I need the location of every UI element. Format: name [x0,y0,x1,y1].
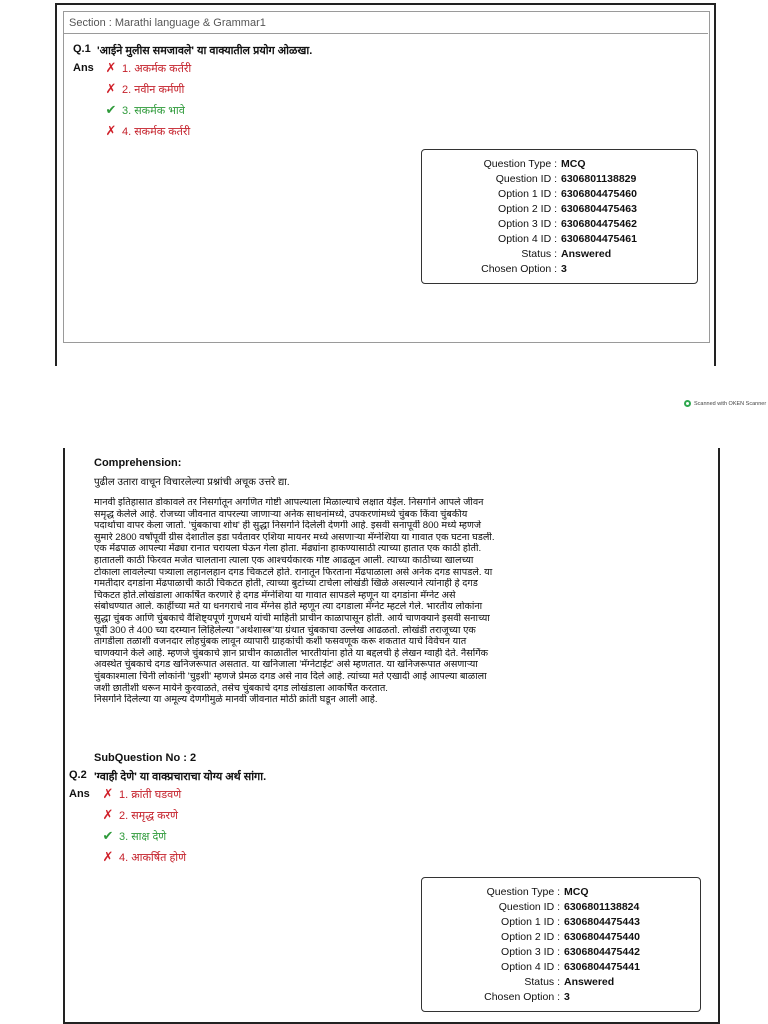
question-number: Q.2 [69,769,87,781]
option-1 [104,60,191,76]
answer-label: Ans [73,62,94,74]
check-icon: ✔ [102,828,114,843]
option-label: 4. सकर्मक कर्तरी [122,125,191,138]
page-border-right [714,3,716,366]
cross-icon: ✗ [105,60,117,75]
page-border-top [55,3,716,5]
passage-line: गमतीदार दगडांना मेंढपाळाची काठी चिकटत होती, त्याच्या बुटांच्या टाचेला लोखंडी खिळे असल्याने त्यांनाही हे दगड [94,578,478,590]
option-label: 1. क्रांती घडवणे [119,788,182,801]
comprehension-instruction: पुढील उतारा वाचून विचारलेल्या प्रश्नांची अचूक उत्तरे द्या. [94,477,290,488]
option-label: 2. समृद्ध करणे [119,809,178,822]
option-label: 1. अकर्मक कर्तरी [122,62,192,75]
check-icon: ✔ [105,102,117,117]
passage-line: मानवी इतिहासात डोकावले तर निसर्गातून अगणित गोष्टी आपल्याला मिळाल्याचे लक्षात येईल. निसर्गाने आपले जीवन [94,497,484,508]
option-3 [104,102,185,118]
passage-line: तागडीला तळाशी वजनदार लोहचुंबक लावून व्यापारी ग्राहकांची कशी फसवणूक करू शकतात याचे विवेचन यात [94,636,467,648]
passage-line: चिकटत होते.लोखंडाला आकर्षित करणारे हे दगड मॅग्नेशिया या गावात सापडले म्हणून या दगडांना मॅग्नेट असे [94,589,456,601]
passage-line: सुमारे 2800 वर्षांपूर्वी ग्रीस देशातील इडा पर्वतावर एशिया मायनर मध्ये असणाऱ्या मॅग्नेशिया या गावात एक घटना घडली. [94,531,495,543]
section-label: Section : Marathi language & Grammar1 [69,17,266,29]
question-text: 'ग्वाही देणे' या वाक्प्रचाराचा योग्य अर्थ सांगा. [94,771,267,783]
option-3 [101,828,166,844]
passage-line: समृद्ध केलेले आहे. रोजच्या जीवनात वापरल्या जाणाऱ्या अनेक साधनांमध्ये, उपकरणांमध्ये चुंबक किंवा चुंबकीय [94,508,468,520]
cross-icon: ✗ [105,81,117,96]
page-border-right [718,448,720,1024]
option-label: 3. साक्ष देणे [119,830,167,843]
option-2 [104,81,184,97]
passage-line: चाणक्याने केले आहे. म्हणजे चुंबकाचे ज्ञान प्राचीन काळातील भारतीयांना होते या बद्दलची हे लेखन ग्वाही देते. नैसर्गिक [94,647,488,659]
passage-line: अवस्थेत चुंबकाचे दगड खनिजरूपात असतात. या खनिजाला 'मॅग्नेटाईट' असे म्हणतात. या खनिजरूपात असणाऱ्या [94,659,478,671]
scanner-text: Scanned with OKEN Scanner [694,400,767,407]
question-info-box: Question Type : MCQ Question ID : 6306801138824 Option 1 ID : 6306804475443 Option 2 ID : 6306804475440 Option 3 ID : 6306804475442 Option 4 ID : 6306804475441 Status : Answered Chosen Option : 3 [421,877,701,1012]
passage-line: जशी छातीशी धरून मायेने कुरवाळते, तसेच चुंबकाचे दगड लोखंडाला आकर्षित करतात. [94,682,388,694]
answer-label: Ans [69,788,90,800]
passage-line: हातातली काठी फिरवत मजेत चालताना त्याला एक आश्चर्यकारक गोष्ट आढळून आली. त्याच्या काठीच्या खालच्या [94,554,474,566]
passage-line: पूर्वी 300 ते 400 च्या दरम्यान लिहिलेल्या "अर्थशास्त्र"या ग्रंथात चुंबकाचा उल्लेख आढळतो. लोखंडी तराजूच्या एक [94,624,476,636]
cross-icon: ✗ [105,123,117,138]
cross-icon: ✗ [102,849,114,864]
scanner-watermark [684,400,766,407]
subquestion-label: SubQuestion No : 2 [94,752,197,764]
passage-line: एक मेंढपाळ आपल्या मेंढ्या रानात चरायला घेऊन गेला होता. मेंढ्यांना हाकण्यासाठी त्याच्या हातात एक काठी होती. [94,543,482,555]
cross-icon: ✗ [102,807,114,822]
passage-line: सुद्धा चुंबक आणि चुंबकाचे वैशिष्ट्यपूर्ण गुणधर्म यांची माहिती प्राचीन काळापासून होती. आर्य चाणक्याने इसवी सनाच्या [94,612,490,624]
scanner-logo-icon [684,400,691,407]
option-label: 2. नवीन कर्मणी [122,83,185,96]
option-2 [101,807,178,823]
question-text: 'आईने मुलीस समजावले' या वाक्यातील प्रयोग ओळखा. [97,45,313,57]
option-label: 4. आकर्षित होणे [119,851,187,864]
option-4 [101,849,186,865]
question-number: Q.1 [73,43,91,55]
passage-line: निसर्गाने दिलेल्या या अमूल्य देणगीमुळे मानवी जीवनात मोठी क्रांती घडून आली आहे. [94,694,378,706]
option-1 [101,786,181,802]
passage-line: चुंबकाश्माला चिनी लोकांनी 'चुइशी' म्हणजे प्रेमळ दगड असे नाव दिले आहे. त्यांच्या मते एखादी आई आपल्या बाळाला [94,670,487,682]
option-4 [104,123,190,139]
section-divider [63,33,708,34]
page-border-left [63,448,65,1024]
page-border-left [55,3,57,366]
question-info-box: Question Type : MCQ Question ID : 6306801138829 Option 1 ID : 6306804475460 Option 2 ID : 6306804475463 Option 3 ID : 6306804475462 Option 4 ID : 6306804475461 Status : Answered Chosen Option : 3 [421,149,698,284]
comprehension-title: Comprehension: [94,457,182,469]
comprehension-passage [94,497,524,706]
passage-line: टोकाला लावलेल्या पत्र्याला लहानलहान दगड चिकटले होते. रानातून फिरताना मेंढपाळाला असे अनेक दगड सापडले. या [94,566,493,578]
passage-line: पदार्थाचा वापर केला जातो. 'चुंबकाचा शोध' ही सुद्धा निसर्गाने दिलेली देणगी आहे. इसवी सनापूर्वी 800 मध्ये म्हणजे [94,520,482,532]
passage-line: संबोधण्यात आले. काहींच्या मते या धनगराचे नाव मॅग्नेस होते म्हणून त्या दगडाला मॅग्नेट म्हटले गेले. भारतीय लोकांना [94,601,483,613]
cross-icon: ✗ [102,786,114,801]
option-label: 3. सकर्मक भावे [122,104,185,117]
